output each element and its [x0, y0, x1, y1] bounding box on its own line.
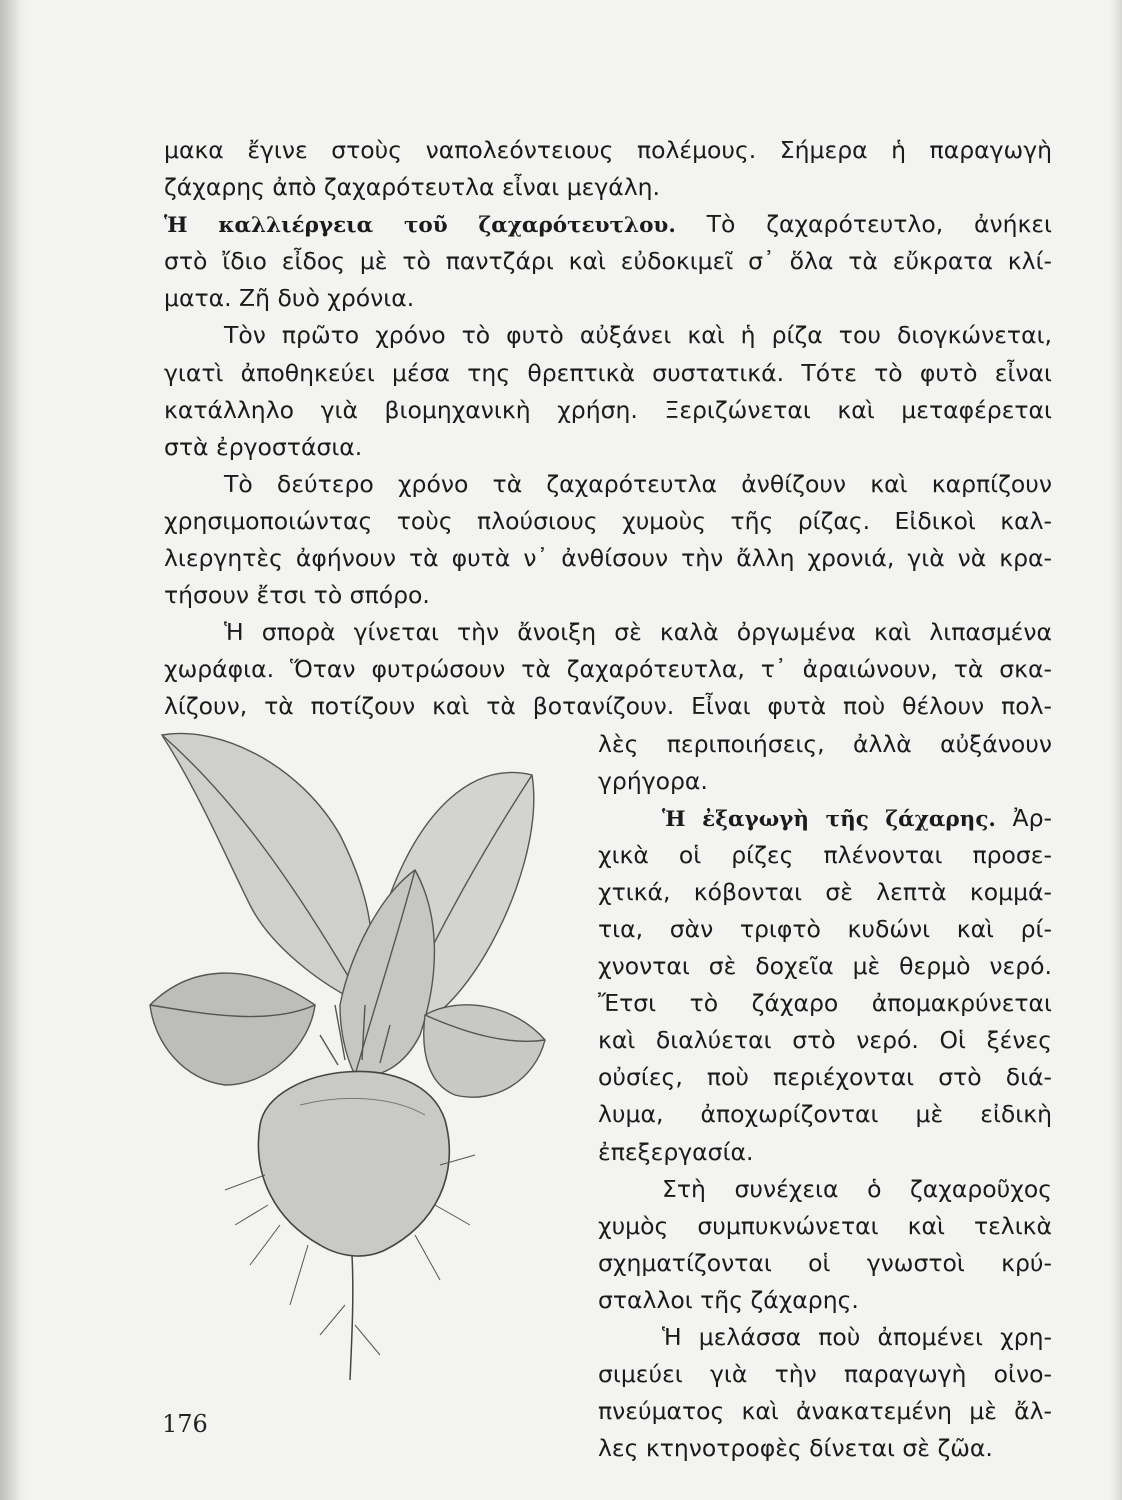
text-line: γρήγορα. — [598, 766, 708, 795]
text-line: οὐσίες, ποὺ περιέχονται στὸ διά- — [598, 1063, 1052, 1092]
text-line: Τὸν πρῶτο χρόνο τὸ φυτὸ αὐξάνει καὶ ἡ ρίζα του διογκώνεται, — [224, 321, 1052, 350]
text-line: τια, σὰν τριφτὸ κυδώνι καὶ ρί- — [598, 914, 1052, 943]
text-line: χρησιμοποιώντας τοὺς πλούσιους χυμοὺς τῆς ρίζας. Εἰδικοὶ καλ- — [164, 506, 1052, 535]
text-line: τήσουν ἔτσι τὸ σπόρο. — [164, 581, 430, 610]
text-line: σταλλοι τῆς ζάχαρης. — [598, 1285, 859, 1314]
text-line: πνεύματος καὶ ἀνακατεμένη μὲ ἄλ- — [598, 1397, 1052, 1426]
text-line: λὲς περιποιήσεις, ἀλλὰ αὐξάνουν — [598, 729, 1052, 758]
text-line: μακα ἔγινε στοὺς ναπολεόντειους πολέμους. Σήμερα ἡ παραγωγὴ — [164, 136, 1052, 164]
paragraph-extraction — [598, 800, 1052, 837]
text-line: λες κτηνοτροφὲς δίνεται σὲ ζῶα. — [598, 1434, 993, 1463]
text-line: χτικά, κόβονται σὲ λεπτὰ κομμά- — [598, 877, 1052, 906]
text-line: χικὰ οἱ ρίζες πλένονται προσε- — [598, 840, 1052, 869]
text-line: Στὴ συνέχεια ὁ ζαχαροῦχος — [662, 1174, 1052, 1203]
text-line: λίζουν, τὰ ποτίζουν καὶ τὰ βοτανίζουν. Εἶναι φυτὰ ποὺ θέλουν πολ- — [164, 692, 1052, 721]
text-line: χυμὸς συμπυκνώνεται καὶ τελικὰ — [598, 1211, 1052, 1240]
text-line: λυμα, ἀποχωρίζονται μὲ εἰδικὴ — [598, 1100, 1052, 1129]
page-number: 176 — [162, 1410, 208, 1438]
text-line: Τὸ δεύτερο χρόνο τὰ ζαχαρότευτλα ἀνθίζουν καὶ καρπίζουν — [224, 469, 1052, 498]
beet-root-icon — [225, 1071, 475, 1380]
sugar-beet-illustration — [140, 705, 560, 1385]
text-fragment: Τὸ ζαχαρότευτλο, ἀνήκει — [706, 210, 1052, 239]
text-line: χωράφια. Ὅταν φυτρώσουν τὰ ζαχαρότευτλα, τ᾽ ἀραιώνουν, τὰ σκα- — [164, 655, 1052, 684]
text-line: ζάχαρης ἀπὸ ζαχαρότευτλα εἶναι μεγάλη. — [164, 173, 661, 202]
text-fragment: Ἀρ- — [1012, 803, 1052, 832]
text-line: σιμεύει γιὰ τὴν παραγωγὴ οἰνο- — [598, 1360, 1052, 1389]
text-line: Ἡ μελάσσα ποὺ ἀπομένει χρη- — [662, 1323, 1052, 1351]
text-line: γιατὶ ἀποθηκεύει μέσα της θρεπτικὰ συστατικά. Τότε τὸ φυτὸ εἶναι — [164, 358, 1052, 387]
text-line: λιεργητὲς ἀφήνουν τὰ φυτὰ ν᾽ ἀνθίσουν τὴν ἄλλη χρονιά, γιὰ νὰ κρα- — [164, 544, 1052, 573]
text-line: Ἔτσι τὸ ζάχαρο ἀπομακρύνεται — [598, 989, 1052, 1018]
page-edge — [1110, 0, 1122, 1500]
text-line: χνονται σὲ δοχεῖα μὲ θερμὸ νερό. — [598, 952, 1052, 981]
text-line: σχηματίζονται οἱ γνωστοὶ κρύ- — [598, 1248, 1052, 1277]
text-line: ματα. Ζῆ δυὸ χρόνια. — [164, 284, 415, 313]
text-line: στὰ ἐργοστάσια. — [164, 432, 363, 461]
text-line: Ἡ σπορὰ γίνεται τὴν ἄνοιξη σὲ καλὰ ὀργωμένα καὶ λιπασμένα — [224, 618, 1052, 647]
paragraph-cultivation — [164, 206, 1052, 243]
heading-cultivation: Ἡ καλλιέργεια τοῦ ζαχαρότευτλου. — [164, 213, 676, 239]
binding-shadow — [0, 0, 30, 1500]
text-line: στὸ ἴδιο εἶδος μὲ τὸ παντζάρι καὶ εὐδοκιμεῖ σ᾽ ὅλα τὰ εὔκρατα κλί- — [164, 247, 1052, 276]
heading-extraction: Ἡ ἐξαγωγὴ τῆς ζάχαρης. — [662, 806, 996, 832]
text-line: ἐπεξεργασία. — [598, 1137, 754, 1166]
text-line: καὶ διαλύεται στὸ νερό. Οἱ ξένες — [598, 1026, 1052, 1055]
beet-leaves-icon — [150, 733, 545, 1097]
text-line: κατάλληλο γιὰ βιομηχανικὴ χρήση. Ξεριζώνεται καὶ μεταφέρεται — [164, 395, 1052, 424]
